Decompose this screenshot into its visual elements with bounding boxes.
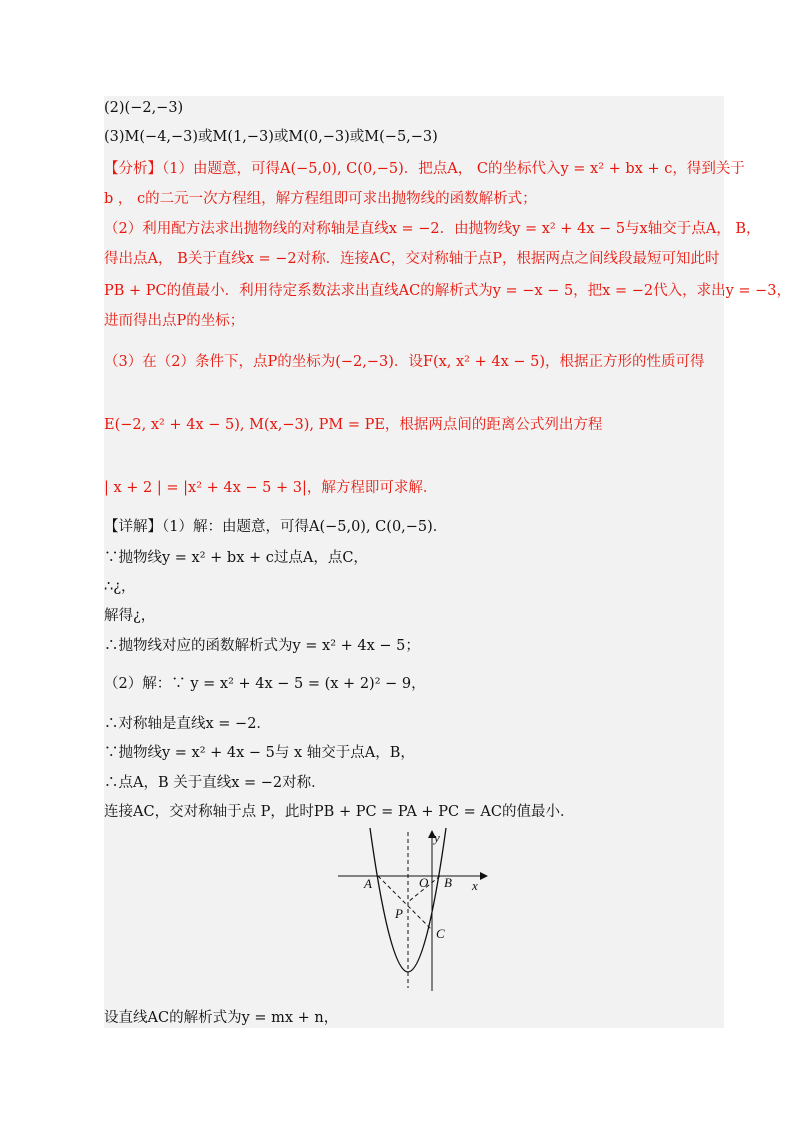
analysis-line-4: 得出点A， B关于直线x = −2对称．连接AC，交对称轴于点P，根据两点之间线段最短可知此时	[104, 251, 720, 267]
analysis-line-9: | x + 2 | = |x² + 4x − 5 + 3|，解方程即可求解．	[104, 480, 438, 496]
label-C: C	[436, 926, 445, 941]
detail-line-3: ∴¿，	[104, 579, 136, 595]
analysis-line-7: （3）在（2）条件下，点P的坐标为(−2,−3)．设F(x, x² + 4x − 5)，根据正方形的性质可得	[104, 354, 705, 370]
detail-line-6: （2）解：∵ y = x² + 4x − 5 = (x + 2)² − 9，	[104, 676, 426, 692]
label-x: x	[472, 878, 478, 893]
label-y: y	[434, 830, 440, 845]
analysis-line-5: PB + PC的值最小．利用待定系数法求出直线AC的解析式为y = −x − 5，把x = −2代入，求出y = −3，	[104, 283, 792, 299]
analysis-line-1: 【分析】（1）由题意，可得A(−5,0), C(0,−5)．把点A， C的坐标代入y = x² + bx + c，得到关于	[104, 161, 745, 177]
detail-line-2: ∵抛物线y = x² + bx + c过点A，点C，	[104, 550, 368, 566]
answer-part-2: (2)(−2,−3)	[104, 100, 184, 116]
analysis-line-2: b ， c的二元一次方程组，解方程组即可求出抛物线的函数解析式；	[104, 191, 537, 207]
analysis-line-8: E(−2, x² + 4x − 5), M(x,−3), PM = PE，根据两点间的距离公式列出方程	[104, 417, 603, 433]
x-axis-arrow	[480, 872, 488, 880]
detail-line-9: ∴点A，B 关于直线x = −2对称．	[104, 775, 326, 791]
detail-line-10: 连接AC，交对称轴于点 P，此时PB + PC = PA + PC = AC的值最小．	[104, 804, 575, 820]
detail-line-5: ∴抛物线对应的函数解析式为y = x² + 4x − 5；	[104, 638, 420, 654]
parabola-figure	[330, 826, 490, 992]
detail-line-4: 解得¿，	[104, 608, 156, 624]
detail-line-8: ∵抛物线y = x² + 4x − 5与 x 轴交于点A，B，	[104, 745, 415, 761]
label-B: B	[444, 875, 452, 890]
analysis-line-3: （2）利用配方法求出抛物线的对称轴是直线x = −2．由抛物线y = x² + 4x − 5与x轴交于点A， B，	[104, 221, 761, 237]
label-A: A	[364, 876, 372, 891]
detail-line-7: ∴对称轴是直线x = −2．	[104, 716, 271, 732]
answer-part-3: (3)M(−4,−3)或M(1,−3)或M(0,−3)或M(−5,−3)	[104, 129, 438, 145]
analysis-line-6: 进而得出点P的坐标；	[104, 313, 245, 329]
detail-line-11: 设直线AC的解析式为y = mx + n，	[104, 1010, 339, 1026]
detail-line-1: 【详解】（1）解：由题意，可得A(−5,0), C(0,−5)．	[104, 519, 448, 535]
label-P: P	[395, 906, 403, 921]
label-O: O	[419, 875, 429, 890]
